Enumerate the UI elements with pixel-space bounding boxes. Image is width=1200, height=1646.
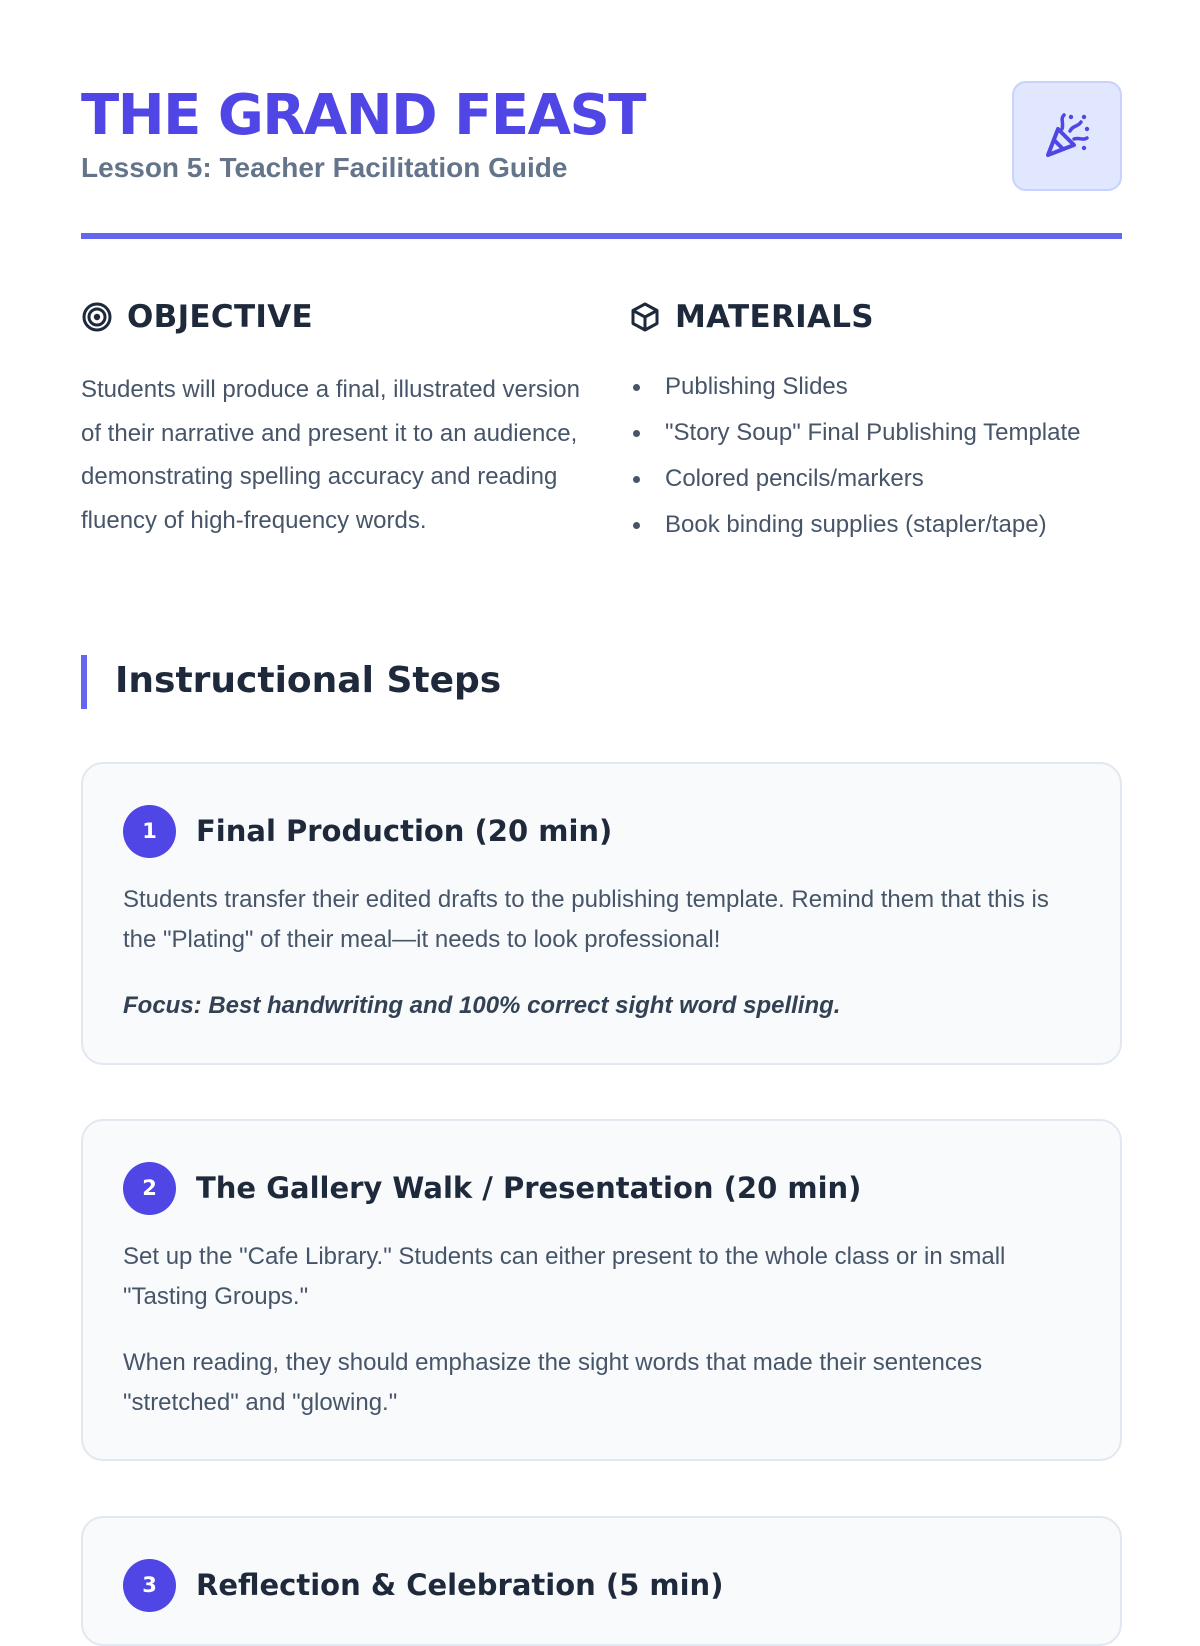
party-popper-icon — [1012, 81, 1122, 191]
header-divider — [81, 233, 1122, 239]
step-paragraph: When reading, they should emphasize the sight words that made their sentences "stretched" and "glowing." — [123, 1349, 983, 1416]
objective-heading-label: OBJECTIVE — [127, 299, 313, 335]
step-card-3 — [81, 1516, 1122, 1646]
objective-heading — [81, 297, 313, 337]
steps-title-accent-bar — [81, 655, 87, 709]
step-header-3 — [123, 1558, 723, 1612]
page-subtitle: Lesson 5: Teacher Facilitation Guide — [81, 152, 568, 183]
page-header — [81, 79, 1122, 239]
step-number-badge: 3 — [123, 1559, 176, 1612]
step-number-badge: 2 — [123, 1162, 176, 1215]
step-body-1 — [123, 880, 1063, 1052]
step-focus-note: Focus: Best handwriting and 100% correct sight word spelling. — [123, 992, 841, 1019]
step-card-1 — [81, 762, 1122, 1065]
step-paragraph: Set up the "Cafe Library." Students can either present to the whole class or in small "Tasting Groups." — [123, 1243, 1006, 1310]
party-popper-icon-graphic — [1040, 109, 1094, 163]
step-header-1 — [123, 804, 612, 858]
page-title: THE GRAND FEAST — [81, 83, 645, 148]
step-body-2 — [123, 1237, 1063, 1449]
materials-item: Book binding supplies (stapler/tape) — [629, 505, 1122, 545]
materials-list — [629, 367, 1122, 551]
lesson-guide-page — [81, 0, 1122, 1600]
target-icon — [81, 301, 113, 333]
step-paragraph: Students transfer their edited drafts to the publishing template. Remind them that this is the "Plating" of their meal—it needs to look professional! — [123, 886, 1049, 953]
materials-item: "Story Soup" Final Publishing Template — [629, 413, 1122, 453]
step-number-badge: 1 — [123, 805, 176, 858]
step-title: Final Production (20 min) — [196, 814, 613, 848]
materials-item: Colored pencils/markers — [629, 459, 1122, 499]
materials-heading — [629, 297, 874, 337]
materials-heading-label: MATERIALS — [675, 299, 874, 335]
materials-item: Publishing Slides — [629, 367, 1122, 407]
step-title: Reflection & Celebration (5 min) — [196, 1568, 724, 1602]
box-icon — [629, 301, 661, 333]
step-title: The Gallery Walk / Presentation (20 min) — [196, 1171, 862, 1205]
step-card-2 — [81, 1119, 1122, 1461]
objective-text: Students will produce a final, illustrated version of their narrative and present it to an audience, demonstrating spelling accuracy and reading fluency of high-frequency words. — [81, 376, 580, 534]
instructional-steps-title: Instructional Steps — [115, 660, 502, 701]
step-header-2 — [123, 1161, 861, 1215]
